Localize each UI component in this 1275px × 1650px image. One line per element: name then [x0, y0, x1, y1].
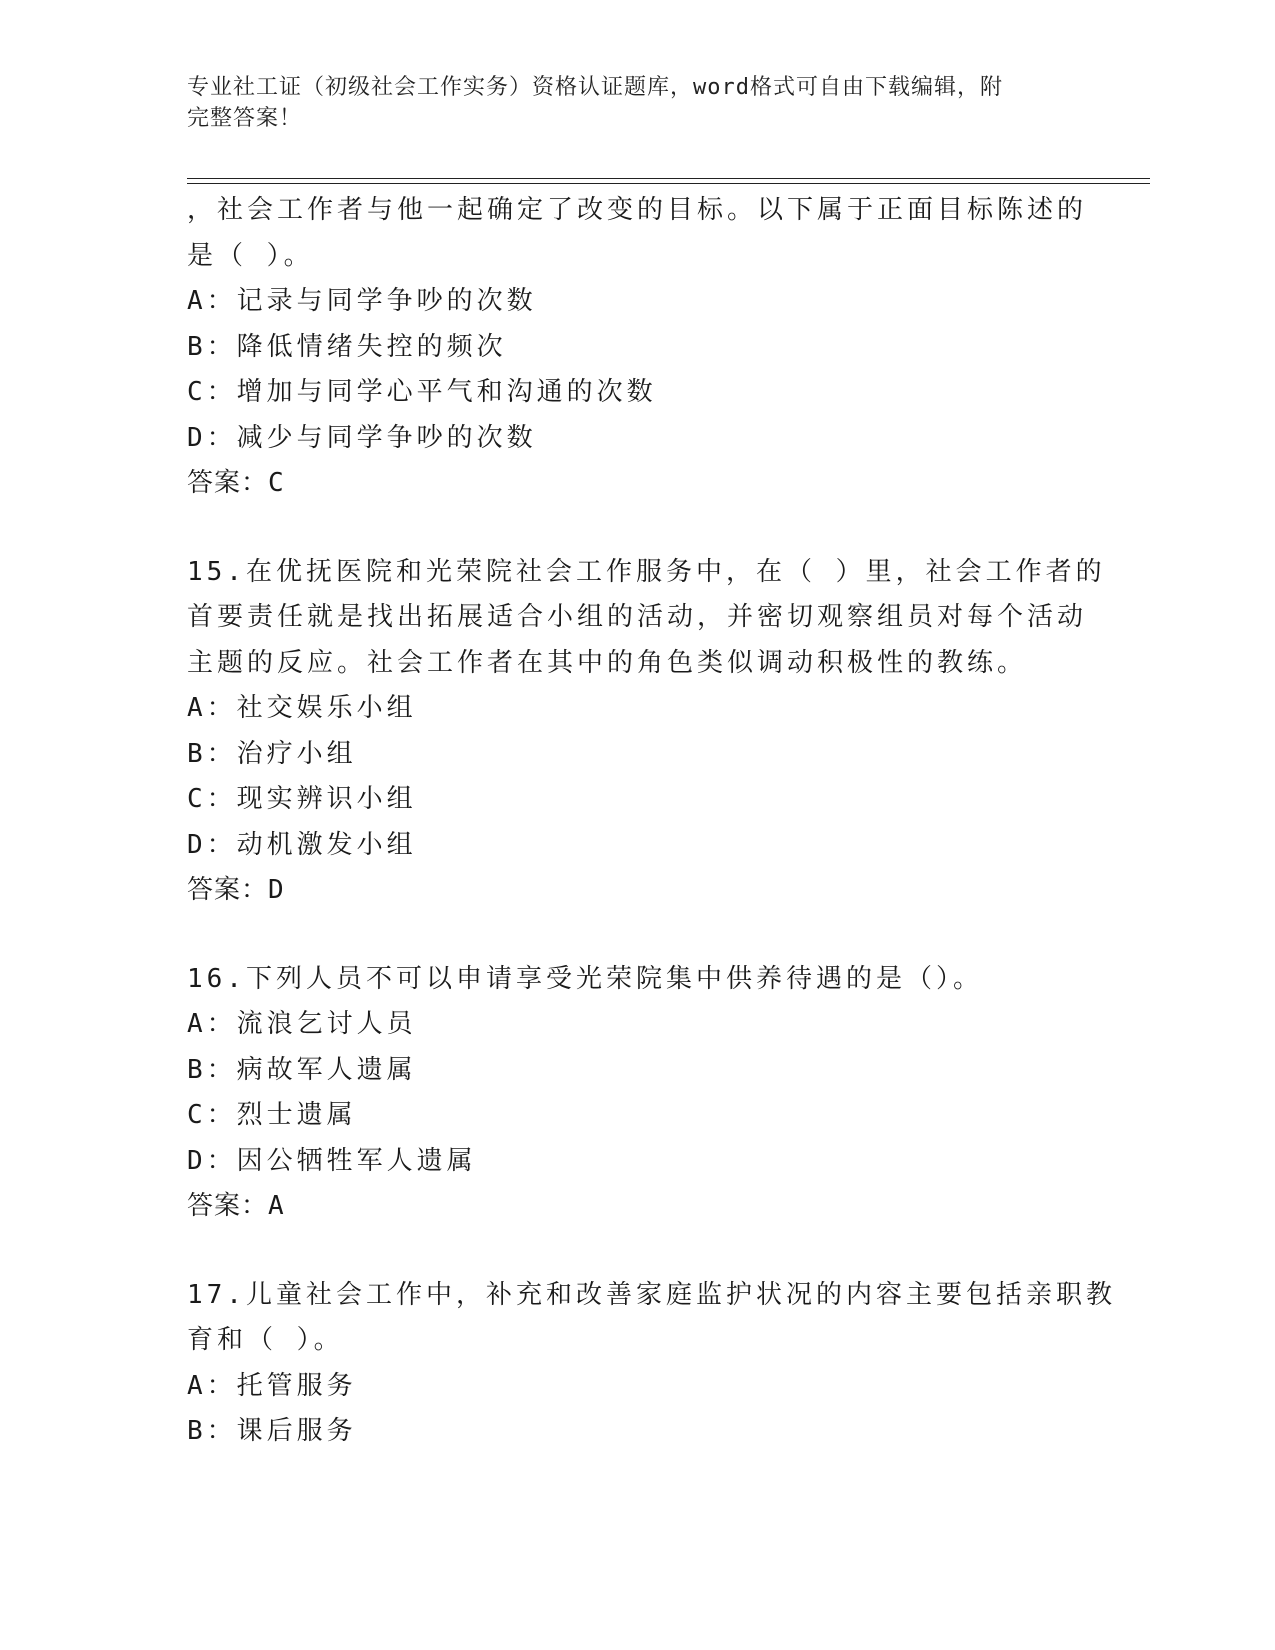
- option-a: A：社交娱乐小组: [187, 693, 417, 723]
- header-line: 专业社工证（初级社会工作实务）资格认证题库，word格式可自由下载编辑，附: [187, 75, 1003, 100]
- question-list: [187, 188, 1116, 1455]
- option-d: D：动机激发小组: [187, 829, 417, 860]
- option-a: A：流浪乞讨人员: [187, 1009, 417, 1039]
- question-item: [187, 188, 1087, 507]
- question-stem: 是（ ）。: [187, 240, 314, 271]
- question-item: [187, 1273, 1116, 1455]
- question-stem: 15.在优抚医院和光荣院社会工作服务中，在（ ）里，社会工作者的: [187, 556, 1106, 587]
- header-double-rule: [187, 178, 1150, 184]
- option-b: B：病故军人遗属: [187, 1054, 417, 1085]
- spacer: [187, 914, 1087, 957]
- page-header: [187, 72, 1067, 134]
- option-a: A：托管服务: [187, 1370, 357, 1401]
- question-stem: 主题的反应。社会工作者在其中的角色类似调动积极性的教练。: [187, 647, 1028, 678]
- option-b: B：降低情绪失控的频次: [187, 331, 507, 362]
- question-stem: 16.下列人员不可以申请享受光荣院集中供养待遇的是（）。: [187, 963, 983, 994]
- question-item: [187, 550, 1106, 914]
- spacer: [187, 1230, 1087, 1273]
- option-b: B：治疗小组: [187, 738, 357, 769]
- option-c: C：增加与同学心平气和沟通的次数: [187, 377, 657, 407]
- question-stem: 首要责任就是找出拓展适合小组的活动，并密切观察组员对每个活动: [187, 602, 1088, 632]
- spacer: [187, 507, 1087, 550]
- option-d: D：减少与同学争吵的次数: [187, 422, 537, 453]
- answer-line: 答案：A: [187, 1191, 285, 1221]
- answer-line: 答案：C: [187, 468, 285, 498]
- question-stem: 17.儿童社会工作中，补充和改善家庭监护状况的内容主要包括亲职教: [187, 1279, 1116, 1310]
- question-item: [187, 957, 1087, 1230]
- question-stem: ，社会工作者与他一起确定了改变的目标。以下属于正面目标陈述的: [187, 195, 1088, 225]
- header-line: 完整答案！: [187, 106, 303, 131]
- option-b: B：课后服务: [187, 1416, 357, 1446]
- option-d: D：因公牺牲军人遗属: [187, 1145, 477, 1176]
- answer-line: 答案：D: [187, 875, 285, 905]
- option-a: A：记录与同学争吵的次数: [187, 286, 537, 316]
- option-c: C：烈士遗属: [187, 1100, 357, 1130]
- question-stem: 育和（ ）。: [187, 1325, 344, 1355]
- option-c: C：现实辨识小组: [187, 784, 417, 814]
